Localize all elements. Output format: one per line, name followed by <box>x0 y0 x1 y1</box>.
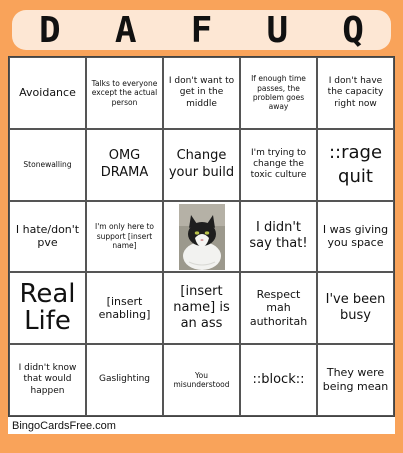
header-letter-q: Q <box>342 9 364 51</box>
cell-r1-c1[interactable]: Avoidance <box>9 57 86 129</box>
cell-r5-c4[interactable]: ::block:: <box>240 344 317 416</box>
site-credit: BingoCardsFree.com <box>8 417 395 434</box>
cell-r3-c5[interactable]: I was giving you space <box>317 201 394 273</box>
cell-r4-c5[interactable]: I've been busy <box>317 272 394 344</box>
cat-photo <box>179 204 225 270</box>
cell-r5-c2[interactable]: Gaslighting <box>86 344 163 416</box>
cell-r2-c4[interactable]: I'm trying to change the toxic culture <box>240 129 317 201</box>
cell-r3-c4[interactable]: I didn't say that! <box>240 201 317 273</box>
cell-free-space[interactable] <box>163 201 240 273</box>
header-letter-a: A <box>114 9 137 51</box>
bingo-grid <box>8 56 395 417</box>
cell-r2-c1[interactable]: Stonewalling <box>9 129 86 201</box>
cell-r4-c3[interactable]: [insert name] is an ass <box>163 272 240 344</box>
cell-r3-c1[interactable]: I hate/don't pve <box>9 201 86 273</box>
cell-r1-c4[interactable]: If enough time passes, the problem goes away <box>240 57 317 129</box>
cell-r2-c2[interactable]: OMG DRAMA <box>86 129 163 201</box>
cell-r1-c5[interactable]: I don't have the capacity right now <box>317 57 394 129</box>
cell-r5-c1[interactable]: I didn't know that would happen <box>9 344 86 416</box>
cell-r4-c4[interactable]: Respect mah authoritah <box>240 272 317 344</box>
cell-r1-c3[interactable]: I don't want to get in the middle <box>163 57 240 129</box>
cell-r2-c3[interactable]: Change your build <box>163 129 240 201</box>
cell-r4-c1[interactable]: Real Life <box>9 272 86 344</box>
bingo-header <box>12 10 391 50</box>
cell-r5-c5[interactable]: They were being mean <box>317 344 394 416</box>
header-letter-f: F <box>190 9 213 51</box>
header-letter-u: U <box>266 9 289 51</box>
cell-r2-c5[interactable]: ::rage quit <box>317 129 394 201</box>
cell-r5-c3[interactable]: You misunderstood <box>163 344 240 416</box>
cell-r3-c2[interactable]: I'm only here to support [insert name] <box>86 201 163 273</box>
cell-r1-c2[interactable]: Talks to everyone except the actual person <box>86 57 163 129</box>
header-letter-d: D <box>39 9 61 51</box>
cat-image <box>179 204 225 270</box>
cell-r4-c2[interactable]: [insert enabling] <box>86 272 163 344</box>
